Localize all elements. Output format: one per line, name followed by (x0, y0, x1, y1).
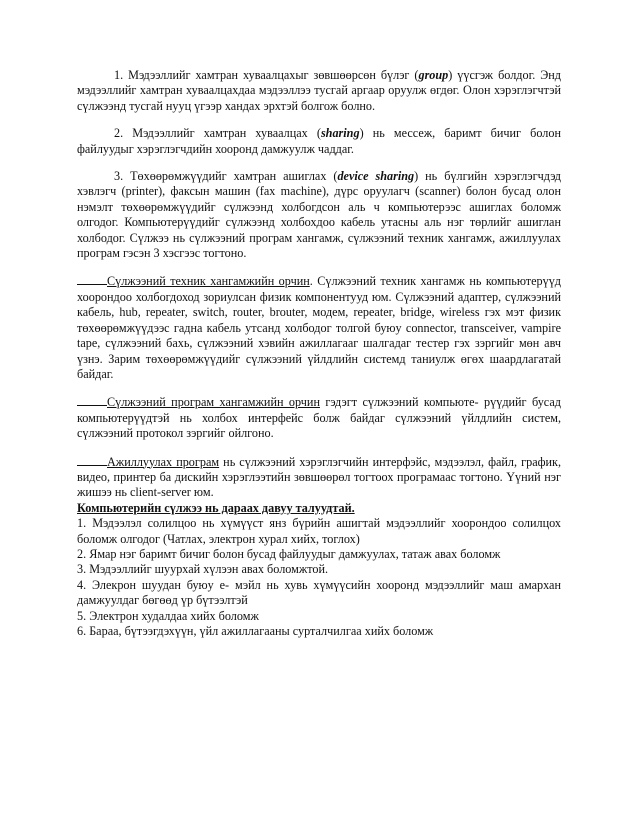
term-hardware-environment: Сүлжээний техник хангамжийн орчин (107, 274, 310, 289)
list-item: 3. Мэдээллийг шуурхай хүлээн авах боломжтой. (77, 562, 329, 577)
term-application-program: Ажиллуулах програм (107, 454, 220, 469)
p2-text-c: ) нь мессеж, баримт бичиг болон файлуудыг хэрэглэгчдийн хооронд дамжуулж чаддаг. (77, 126, 561, 156)
list-item: 5. Электрон худалдаа хийх боломж (77, 608, 259, 623)
paragraph-group (77, 68, 561, 114)
p5-text-rest: гэдэгт сүлжээний компьюте- рүүдийг бусад компьютерүүдтэй нь холбох интерфейс болж байдаг сүлжээний үйлдлийн систем, сүлжээний протокол зэргийг ойлгоно. (77, 395, 561, 441)
term-device-sharing: device sharing (337, 169, 415, 184)
term-group: group (418, 68, 449, 82)
section-heading: Компьютерийн сүлжээ нь дараах давуу талуудтай. (77, 500, 355, 515)
p1-text-a: 1. Мэдээллийг хамтран хуваалцахыг зөвшөөрсөн бүлэг ( (114, 68, 419, 82)
underline-lead (77, 394, 107, 406)
list-item: 1. Мэдээлэл солилцоо нь хүмүүст янз бүрийн ашигтай мэдээллийг хоорондоо солилцох боломж олгодог (Чатлах, электрон хурал хийх, тоглох) (77, 516, 561, 546)
p2-text-a: 2. Мэдээллийг хамтран хуваалцах ( (114, 126, 321, 141)
p1-text-c: ) үүсгэж болдог. Энд мэдээллийг хамтран хуваалцахдаа мэдээллээ тусгай аргаар оруулж өгдөг. Олон хэрэглэгчтэй сүлжээнд тусгай нууц үгээр хандах эрхтэй болгож болно. (77, 68, 561, 113)
list-item: 6. Бараа, бүтээгдэхүүн, үйл ажиллагааны сурталчилгаа хийх боломж (77, 624, 434, 638)
term-sharing: sharing (320, 126, 360, 141)
underline-lead (77, 454, 107, 466)
paragraph-sharing (77, 126, 561, 157)
paragraph-software-environment (77, 394, 561, 441)
p3-text-c: ) нь бүлгийн хэрэглэгчдэд хэвлэгч (printer), факсын машин (fax machine), дүрс оруулагч (scanner) болон бусад олон нэмэлт төхөөрөмжүүдийг сүлжээнд холбогдсон аль ч компьютерээс ашиглах боломж олгодог. Компьютерүүдийг сүлжээнд холбохдоо кабель утасны аль нэг төрлийг ашиглан холбодог. Сүлжээ нь сүлжээний програм хангамж, сүлжээний техник хангамж, ажиллуулах програм гэсэн 3 хэсгээс тогтоно. (77, 169, 562, 261)
underline-lead (77, 273, 107, 285)
paragraph-device-sharing (77, 169, 561, 261)
paragraph-application-program (77, 454, 561, 501)
term-software-environment: Сүлжээний програм хангамжийн орчин (107, 395, 320, 410)
document-page (77, 68, 561, 639)
list-item: 2. Ямар нэг баримт бичиг болон бусад файлуудыг дамжуулах, татаж авах боломж (77, 546, 501, 561)
p4-text-rest: . Сүлжээний техник хангамж нь компьютерүүд хоорондоо холбогдоход зориулсан физик компонентууд юм. Сүлжээний адаптер, сүлжээний кабель, hub, repeater, switch, router, brouter, модем, repeater, bridge, wireless гэх мэт физик төхөөрөмжүүдээс гадна кабель утсанд холбодог толгой буюу connector, transceiver, vampire tape, сүлжээний бахь, сүлжээний хэвийн ажиллагааг шалгадаг тестер гэх зэргийг мөн авч үзнэ. Зарим төхөөрөмжүүдийг сүлжээний үйлдлийн системд таниулж өгөх шаардлагатай байдаг. (77, 274, 561, 381)
p3-text-a: 3. Төхөөрөмжүүдийг хамтран ашиглах ( (114, 169, 338, 184)
p6-text-rest: нь сүлжээний хэрэглэгчийн интерфэйс, мэдээлэл, файл, график, видео, принтер ба дискийн хэрэглээтийн зөвшөөрөл тогтоох програмаас тогтоно. Үүний нэг жишээ нь client-server юм. (77, 454, 561, 500)
list-item: 4. Элекрон шуудан буюу е- мэйл нь хувь хүмүүсийн хооронд мэдээллийг маш амархан дамжуулдаг бөгөөд үр бүтээлтэй (77, 577, 561, 608)
paragraph-hardware-environment (77, 273, 561, 382)
